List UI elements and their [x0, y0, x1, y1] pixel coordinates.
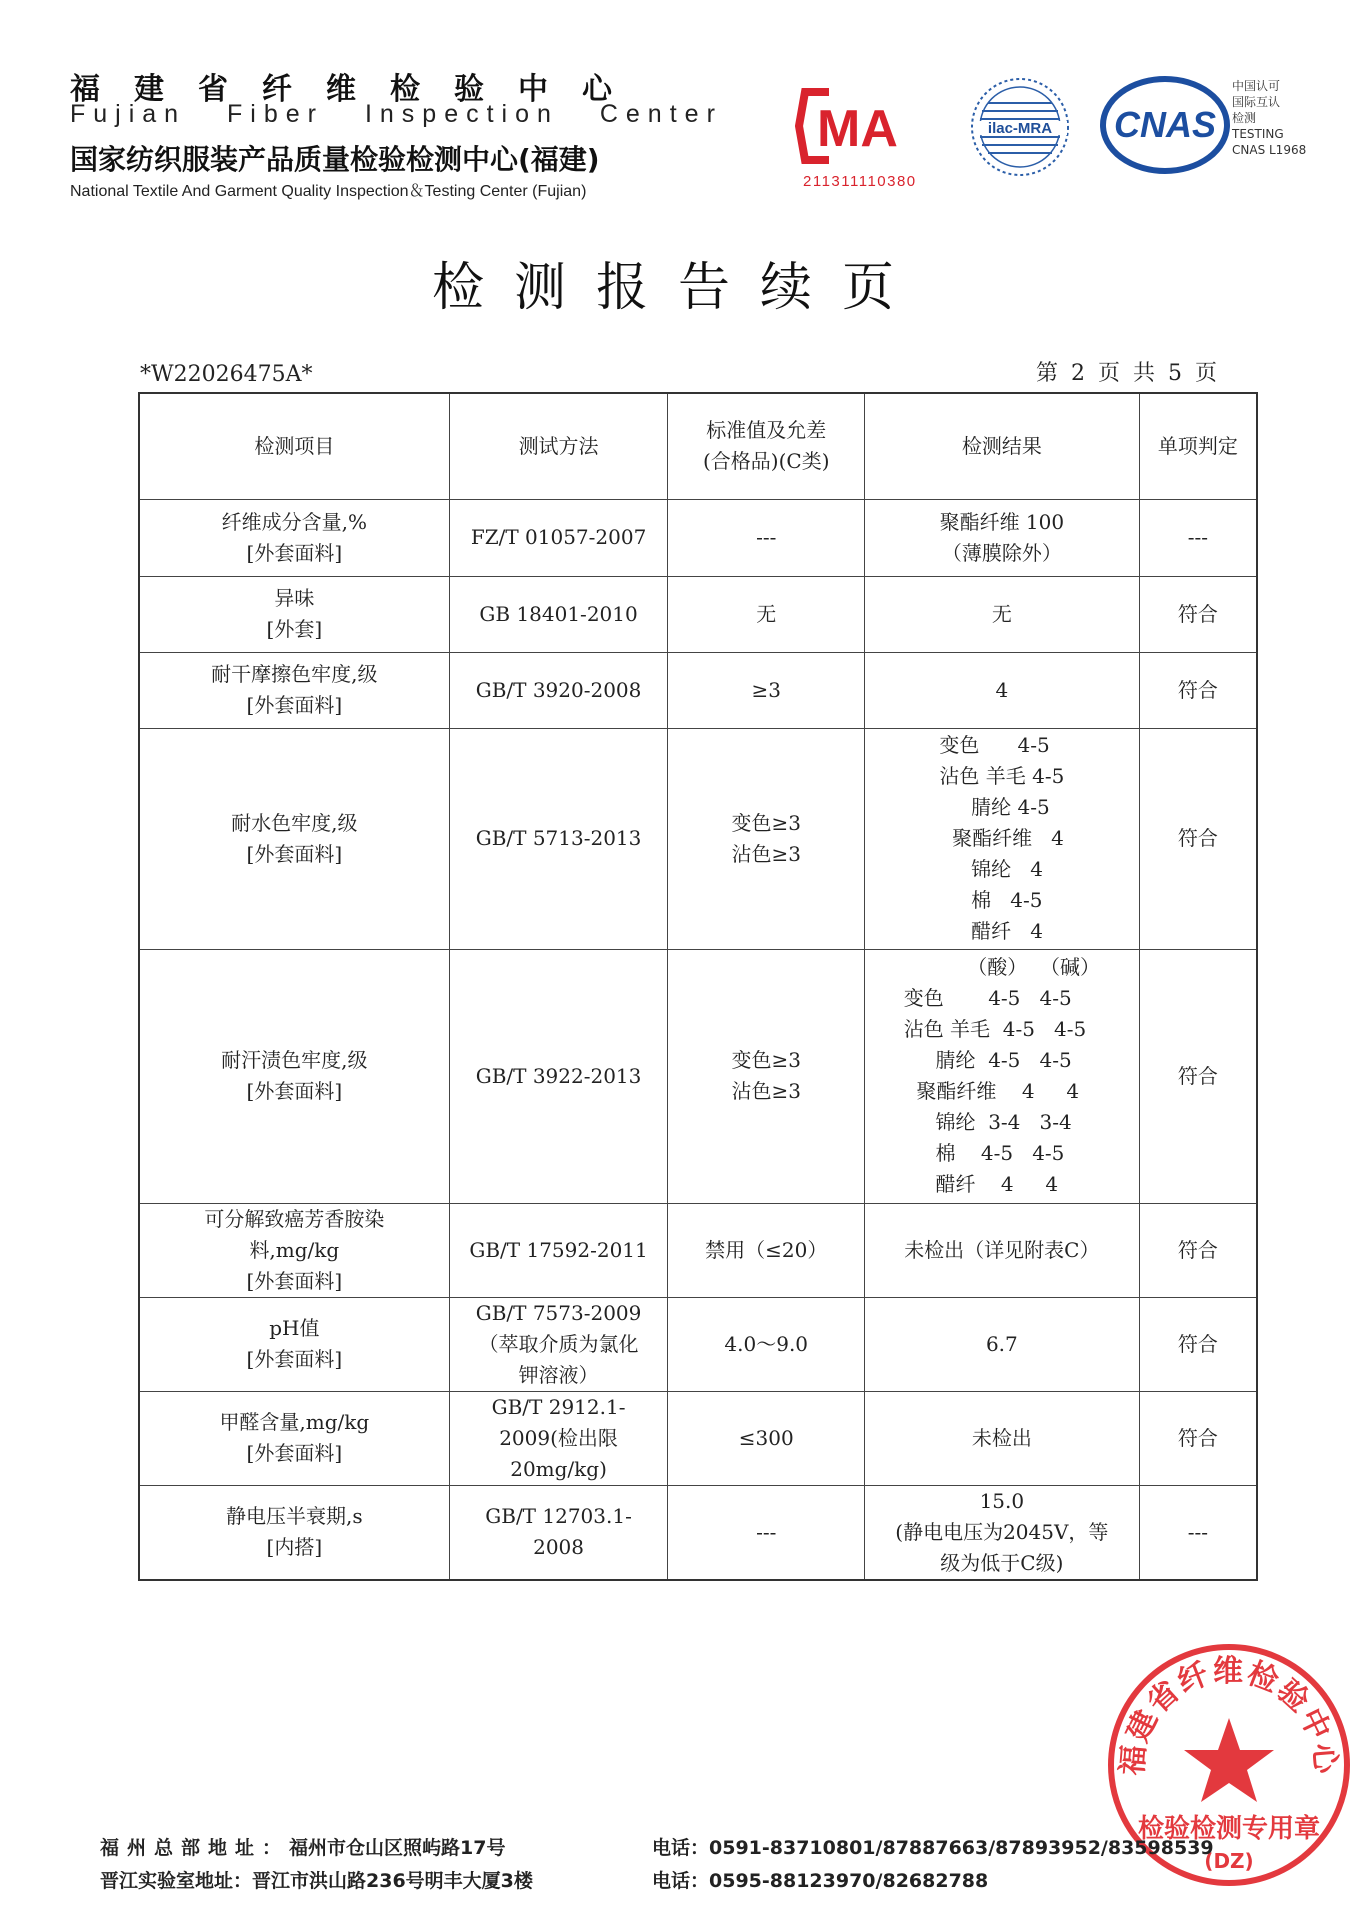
standard-cell: ---: [668, 499, 865, 576]
footer-lab-phone: 电话：0595-88123970/82682788: [652, 1870, 989, 1892]
result-cell: 4: [865, 652, 1140, 728]
cnas-logo-icon: [1100, 75, 1230, 175]
result-cell: 未检出（详见附表C）: [865, 1203, 1140, 1297]
ilac-logo-text: ilac-MRA: [987, 120, 1053, 137]
method-cell: GB/T 17592-2011: [449, 1203, 668, 1297]
center-name-cn: 国家纺织服装产品质量检验检测中心(福建): [70, 143, 600, 176]
method-cell: GB/T 12703.1- 2008: [449, 1485, 668, 1580]
judgement-cell: 符合: [1139, 728, 1257, 949]
table-row: [139, 1297, 1257, 1391]
footer-lab-address: [100, 1866, 533, 1893]
cnas-line: TESTING: [1232, 127, 1284, 141]
item-cell: 耐干摩擦色牢度,级 [外套面料]: [139, 652, 449, 728]
result-cell: 15.0 (静电电压为2045V，等 级为低于C级): [865, 1485, 1140, 1580]
cnas-line: 中国认可: [1232, 79, 1281, 93]
result-cell: 未检出: [865, 1391, 1140, 1485]
item-cell: 可分解致癌芳香胺染 料,mg/kg [外套面料]: [139, 1203, 449, 1297]
item-cell: pH值 [外套面料]: [139, 1297, 449, 1391]
item-cell: 耐水色牢度,级 [外套面料]: [139, 728, 449, 949]
judgement-cell: 符合: [1139, 1297, 1257, 1391]
standard-cell: 4.0～9.0: [668, 1297, 865, 1391]
standard-cell: 变色≥3 沾色≥3: [668, 728, 865, 949]
judgement-cell: 符合: [1139, 1391, 1257, 1485]
table-row: [139, 949, 1257, 1203]
page-number: 第 2 页 共 5 页: [1036, 361, 1217, 386]
item-cell: 异味 [外套]: [139, 576, 449, 652]
result-cell: 变色 4-5 沾色 羊毛 4-5 腈纶 4-5 聚酯纤维 4 锦纶 4 棉 4-5 醋纤 4: [865, 728, 1140, 949]
standard-cell: 变色≥3 沾色≥3: [668, 949, 865, 1203]
footer-hq-phone: 电话：0591-83710801/87887663/87893952/83598539: [652, 1837, 1214, 1859]
result-cell: （酸） （碱） 变色 4-5 4-5 沾色 羊毛 4-5 4-5 腈纶 4-5 4-5 聚酯纤维 4 4 锦纶 3-4 3-4 棉 4-5 4-5 醋纤 4 4: [865, 949, 1140, 1203]
cma-logo-icon: [795, 80, 931, 190]
cnas-line: CNAS L1968: [1232, 143, 1307, 157]
standard-cell: 无: [668, 576, 865, 652]
judgement-cell: 符合: [1139, 1203, 1257, 1297]
footer-lab-addr: 晋江市洪山路236号明丰大厦3楼: [252, 1870, 533, 1892]
table-row: [139, 1391, 1257, 1485]
org-name-en: Fujian Fiber Inspection Center: [70, 100, 723, 128]
report-number: *W22026475A*: [140, 362, 313, 387]
test-results-table: [138, 392, 1258, 1581]
standard-cell: ---: [668, 1485, 865, 1580]
table-row: [139, 499, 1257, 576]
item-cell: 耐汗渍色牢度,级 [外套面料]: [139, 949, 449, 1203]
cnas-line: 国际互认: [1232, 95, 1281, 109]
seal-bottom-text: 检验检测专用章: [1137, 1814, 1321, 1844]
table-row: [139, 1203, 1257, 1297]
footer-hq-label: 福州总部地址：: [100, 1837, 290, 1859]
table-row: [139, 1485, 1257, 1580]
method-cell: GB 18401-2010: [449, 576, 668, 652]
method-cell: GB/T 7573-2009 （萃取介质为氯化 钾溶液）: [449, 1297, 668, 1391]
judgement-cell: 符合: [1139, 652, 1257, 728]
result-cell: 6.7: [865, 1297, 1140, 1391]
table-row: [139, 652, 1257, 728]
seal-code: (DZ): [1204, 1849, 1254, 1873]
method-cell: GB/T 5713-2013: [449, 728, 668, 949]
standard-cell: ≥3: [668, 652, 865, 728]
org-name-cn: 福建省纤维检验中心: [70, 72, 646, 107]
footer-hq-address: [100, 1833, 505, 1860]
standard-cell: ≤300: [668, 1391, 865, 1485]
judgement-cell: 符合: [1139, 576, 1257, 652]
table-header-row: [139, 393, 1257, 499]
header-cell: 单项判定: [1139, 393, 1257, 499]
seal-star-icon: [1184, 1718, 1274, 1802]
standard-cell: 禁用（≤20）: [668, 1203, 865, 1297]
result-cell: 无: [865, 576, 1140, 652]
item-cell: 静电压半衰期,s [内搭]: [139, 1485, 449, 1580]
judgement-cell: 符合: [1139, 949, 1257, 1203]
method-cell: GB/T 3920-2008: [449, 652, 668, 728]
seal-arc-text: 福建省纤维检验中心: [1115, 1653, 1343, 1777]
center-name-en: National Textile And Garment Quality Inspection＆Testing Center (Fujian): [70, 183, 587, 200]
header-cell: 检测项目: [139, 393, 449, 499]
footer-lab-label: 晋江实验室地址：: [100, 1870, 253, 1892]
item-cell: 甲醛含量,mg/kg [外套面料]: [139, 1391, 449, 1485]
cma-number: 211311110380: [803, 173, 917, 190]
cnas-logo-text: CNAS: [1113, 104, 1217, 145]
header-cell: 标准值及允差 (合格品)(C类): [668, 393, 865, 499]
judgement-cell: ---: [1139, 499, 1257, 576]
method-cell: GB/T 3922-2013: [449, 949, 668, 1203]
method-cell: FZ/T 01057-2007: [449, 499, 668, 576]
header-cell: 检测结果: [865, 393, 1140, 499]
item-cell: 纤维成分含量,% [外套面料]: [139, 499, 449, 576]
page-title: 检测报告续页: [431, 258, 924, 318]
cnas-accreditation-text: [1232, 78, 1306, 158]
footer-hq-addr: 福州市仓山区照屿路17号: [289, 1837, 506, 1859]
cma-logo-text: MA: [817, 100, 898, 158]
table-row: [139, 728, 1257, 949]
ilac-mra-logo-icon: [968, 75, 1073, 180]
result-cell: 聚酯纤维 100 （薄膜除外）: [865, 499, 1140, 576]
header-cell: 测试方法: [449, 393, 668, 499]
table-row: [139, 576, 1257, 652]
cnas-line: 检测: [1232, 111, 1257, 125]
method-cell: GB/T 2912.1- 2009(检出限 20mg/kg): [449, 1391, 668, 1485]
judgement-cell: ---: [1139, 1485, 1257, 1580]
